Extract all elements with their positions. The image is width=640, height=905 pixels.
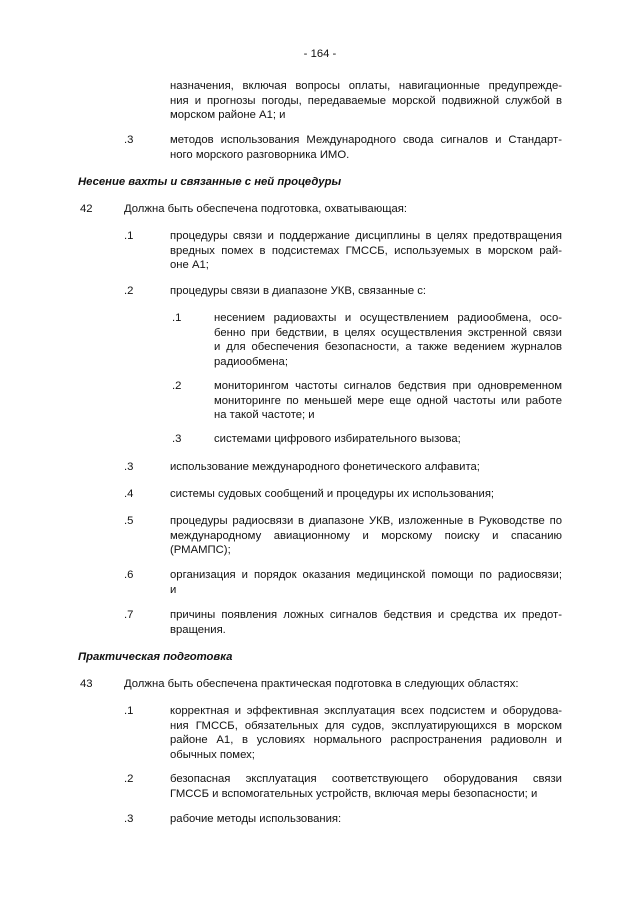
paragraph-intro: Должна быть обеспечена подготовка, охватывающая: [124, 203, 408, 215]
item-text: рабочие методы использования: [170, 813, 342, 825]
subitem-number: .1 [172, 312, 182, 324]
text-line: оне А1; [170, 259, 209, 272]
section-heading: Несение вахты и связанные с ней процедуры [78, 176, 342, 188]
text-line: ного морского разговорника ИМО. [170, 148, 350, 161]
item-text [170, 704, 562, 763]
text-line: вредных помех в подсистемах ГМССБ, используемых в морском рай- [170, 244, 562, 257]
text-line: обычных помех; [170, 749, 255, 762]
item-number: .3 [124, 134, 134, 146]
item-number: .3 [124, 813, 134, 825]
text-line: организация и порядок оказания медицинской помощи по радиосвязи; [170, 569, 562, 581]
text-line: бенно при бедствии, в целях осуществления экстренной связи [214, 326, 562, 339]
item-number: .2 [124, 773, 134, 785]
text-line: ния и прогнозы погоды, передаваемые морской подвижной службой в [170, 94, 562, 107]
item-text: системы судовых сообщений и процедуры их использования; [170, 488, 495, 500]
item-text [170, 133, 562, 162]
text-line: вращения. [170, 623, 226, 636]
text-line: мониторинге по меньшей мере еще одной частоты или работе [214, 394, 562, 407]
text-line: методов использования Международного свода сигналов и Стандарт- [170, 134, 562, 146]
text-line: международному авиационному и морскому поиску и спасанию [170, 529, 562, 542]
item-number: .1 [124, 230, 134, 242]
text-line: процедуры связи и поддержание дисциплины в целях предотвращения [170, 230, 562, 242]
section-heading: Практическая подготовка [78, 651, 233, 663]
paragraph-number: 42 [80, 203, 93, 215]
item-text [170, 568, 562, 597]
item-number: .3 [124, 461, 134, 473]
text-line: безопасная эксплуатация соответствующего оборудования связи [170, 773, 562, 785]
text-line: несением радиовахты и осуществлением радиообмена, осо- [214, 312, 562, 324]
item-number: .1 [124, 705, 134, 717]
text-line: морском районе А1; и [170, 109, 286, 122]
text-line: радиообмена; [214, 356, 288, 369]
item-text [170, 608, 562, 637]
item-number: .4 [124, 488, 134, 500]
page-number: - 164 - [303, 48, 337, 60]
subitem-text [214, 311, 562, 370]
item-number: .5 [124, 515, 134, 527]
subitem-text [214, 379, 562, 423]
item-text [170, 514, 562, 558]
paragraph-number: 43 [80, 678, 93, 690]
subitem-number: .2 [172, 380, 182, 392]
item-text [170, 229, 562, 273]
text-line: и для обеспечения безопасности, а также ведением журналов [214, 341, 562, 354]
text-line: и [170, 583, 177, 596]
text-line: корректная и эффективная эксплуатация всех подсистем и оборудова- [170, 705, 562, 717]
subitem-number: .3 [172, 433, 182, 445]
text-line: назначения, включая вопросы оплаты, навигационные предупрежде- [170, 80, 562, 92]
item-number: .6 [124, 569, 134, 581]
text-line: ния ГМССБ, обязательных для судов, эксплуатирующихся в морском [170, 719, 562, 732]
item-number: .7 [124, 609, 134, 621]
item-text: использование международного фонетического алфавита; [170, 461, 480, 473]
subitem-text: системами цифрового избирательного вызова; [214, 433, 461, 445]
item-text [170, 772, 562, 801]
text-line: процедуры радиосвязи в диапазоне УКВ, изложенные в Руководстве по [170, 515, 562, 527]
text-line: мониторингом частоты сигналов бедствия при одновременном [214, 380, 562, 392]
paragraph-intro: Должна быть обеспечена практическая подготовка в следующих областях: [124, 678, 519, 690]
item-text: процедуры связи в диапазоне УКВ, связанные с: [170, 285, 427, 297]
continuation-text [170, 79, 562, 123]
text-line: (РМАМПС); [170, 544, 231, 557]
text-line: на такой частоте; и [214, 409, 315, 422]
item-number: .2 [124, 285, 134, 297]
text-line: ГМССБ и вспомогательных устройств, включая меры безопасности; и [170, 787, 538, 800]
text-line: районе А1, в условиях нормального распространения радиоволн и [170, 734, 562, 747]
text-line: причины появления ложных сигналов бедствия и средства их предот- [170, 609, 562, 621]
